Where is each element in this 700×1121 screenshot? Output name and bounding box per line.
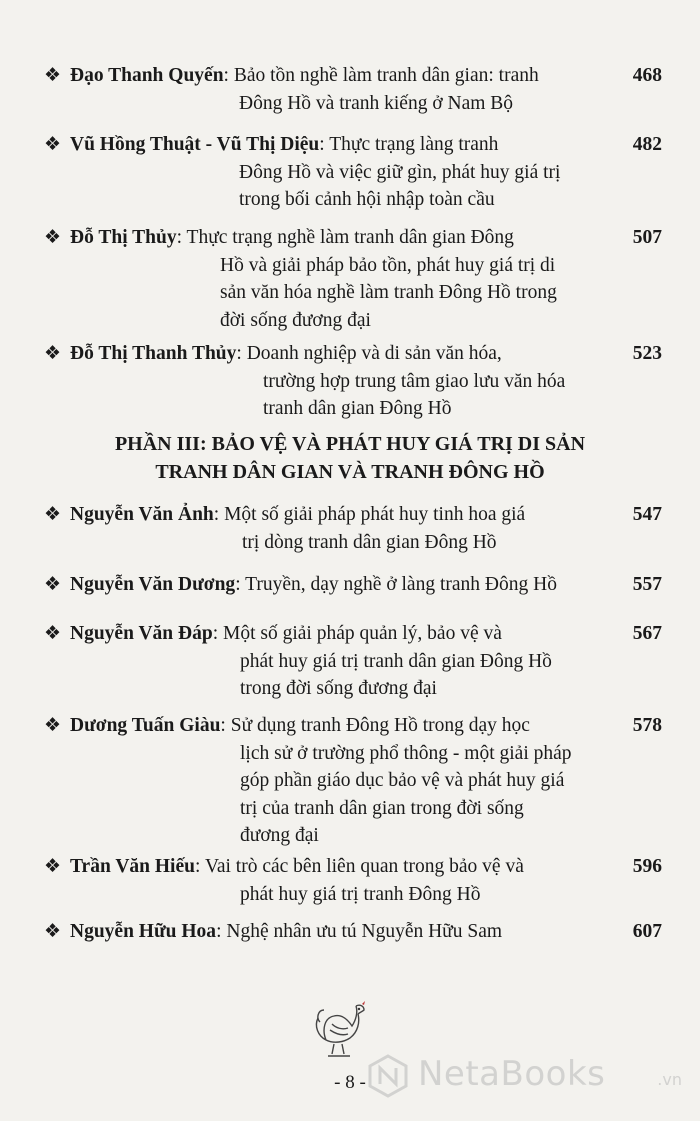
entry-page-number: 557 — [632, 574, 662, 595]
diamond-bullet-icon: ❖ — [44, 714, 62, 736]
entry-title-line: Đông Hồ và việc giữ gìn, phát huy giá trị — [239, 161, 561, 183]
entry-title-line: đương đại — [240, 825, 319, 846]
entry-page-number: 567 — [632, 623, 662, 644]
diamond-bullet-icon: ❖ — [44, 64, 62, 86]
entry-title-line: tranh dân gian Đông Hồ — [263, 398, 452, 419]
entry-page-number: 482 — [632, 134, 662, 155]
entry-title-line: trong bối cảnh hội nhập toàn cầu — [239, 189, 495, 210]
entry-author: Đỗ Thị Thủy — [70, 227, 177, 248]
entry-title-line: Sử dụng tranh Đông Hồ trong dạy học — [230, 715, 530, 736]
toc-entry — [44, 620, 662, 703]
entry-author: Dương Tuấn Giàu — [70, 715, 221, 736]
page-number: - 8 - — [334, 1072, 366, 1093]
entry-title-line: lịch sử ở trường phổ thông - một giải pháp — [240, 742, 572, 764]
diamond-bullet-icon: ❖ — [44, 573, 62, 595]
entry-title-line: trị dòng tranh dân gian Đông Hồ — [242, 531, 497, 553]
entry-text: Đạo Thanh Quyến: Bảo tồn nghề làm tranh dân gian: tranh Đông Hồ và tranh kiếng ở Nam Bộ — [70, 62, 590, 117]
entry-text: Đỗ Thị Thanh Thủy: Doanh nghiệp và di sản văn hóa, trường hợp trung tâm giao lưu văn hóa tranh dân gian Đông Hồ — [70, 340, 590, 423]
entry-text: Vũ Hồng Thuật - Vũ Thị Diệu: Thực trạng làng tranh Đông Hồ và việc giữ gìn, phát huy giá trị trong bối cảnh hội nhập toàn cầu — [70, 131, 590, 214]
toc-entry — [44, 571, 662, 599]
entry-title-line: sản văn hóa nghề làm tranh Đông Hồ trong — [220, 282, 557, 303]
section-heading — [40, 430, 660, 486]
entry-author: Nguyễn Văn Ảnh — [70, 504, 214, 525]
entry-title-line: Bảo tồn nghề làm tranh dân gian: tranh — [233, 65, 539, 86]
section-heading-line: PHẦN III: BẢO VỆ VÀ PHÁT HUY GIÁ TRỊ DI SẢN — [114, 433, 586, 455]
entry-page-number: 507 — [632, 227, 662, 248]
entry-title-line: Nghệ nhân ưu tú Nguyễn Hữu Sam — [226, 921, 503, 942]
entry-title-line: góp phần giáo dục bảo vệ và phát huy giá — [240, 770, 565, 791]
toc-entry — [44, 853, 662, 908]
entry-title-line: Thực trạng nghề làm tranh dân gian Đông — [186, 227, 514, 248]
entry-page-number: 523 — [632, 343, 662, 364]
entry-title-line: Đông Hồ và tranh kiếng ở Nam Bộ — [239, 92, 514, 114]
entry-text: Dương Tuấn Giàu: Sử dụng tranh Đông Hồ trong dạy học lịch sử ở trường phổ thông - một giải pháp góp phần giáo dục bảo vệ và phát huy giá trị của tranh dân gian trong đời sống đương đại — [70, 712, 590, 850]
toc-entry — [44, 340, 662, 423]
entry-text: Đỗ Thị Thủy: Thực trạng nghề làm tranh dân gian Đông Hồ và giải pháp bảo tồn, phát huy giá trị di sản văn hóa nghề làm tranh Đông Hồ trong đời sống đương đại — [70, 224, 590, 334]
toc-entry — [44, 131, 662, 214]
entry-author: Đỗ Thị Thanh Thủy — [70, 343, 237, 364]
entry-title-line: trong đời sống đương đại — [240, 678, 437, 699]
diamond-bullet-icon: ❖ — [44, 920, 62, 942]
rooster-illustration-icon — [312, 1000, 374, 1060]
entry-title-line: trường hợp trung tâm giao lưu văn hóa — [263, 370, 566, 392]
diamond-bullet-icon: ❖ — [44, 503, 62, 525]
entry-title-line: Truyền, dạy nghề ở làng tranh Đông Hồ — [245, 574, 557, 595]
diamond-bullet-icon: ❖ — [44, 226, 62, 248]
watermark — [366, 1052, 686, 1102]
entry-page-number: 596 — [632, 856, 662, 877]
entry-title-line: đời sống đương đại — [220, 309, 371, 331]
entry-author: Nguyễn Hữu Hoa — [70, 921, 217, 942]
toc-entry — [44, 501, 662, 556]
toc-entry — [44, 62, 662, 117]
toc-entry — [44, 224, 662, 334]
entry-title-line: Một số giải pháp phát huy tinh hoa giá — [224, 504, 526, 525]
diamond-bullet-icon: ❖ — [44, 855, 62, 877]
watermark-text: NetaBooks — [418, 1054, 606, 1094]
watermark-suffix: .vn — [657, 1070, 682, 1089]
entry-title-line: Doanh nghiệp và di sản văn hóa, — [246, 343, 502, 364]
entry-title-line: Hồ và giải pháp bảo tồn, phát huy giá trị di — [220, 254, 556, 276]
toc-entry — [44, 712, 662, 850]
entry-page-number: 547 — [632, 504, 662, 525]
entry-author: Đạo Thanh Quyến — [70, 65, 224, 86]
entry-text: Nguyễn Văn Đáp: Một số giải pháp quản lý, bảo vệ và phát huy giá trị tranh dân gian Đông Hồ trong đời sống đương đại — [70, 620, 590, 703]
entry-text: Nguyễn Văn Dương: Truyền, dạy nghề ở làng tranh Đông Hồ — [70, 574, 557, 595]
entry-title-line: Vai trò các bên liên quan trong bảo vệ và — [204, 856, 524, 877]
toc-entry — [44, 918, 662, 946]
diamond-bullet-icon: ❖ — [44, 133, 62, 155]
diamond-bullet-icon: ❖ — [44, 622, 62, 644]
entry-text: Nguyễn Văn Ảnh: Một số giải pháp phát huy tinh hoa giá trị dòng tranh dân gian Đông Hồ — [70, 501, 590, 556]
entry-author: Nguyễn Văn Đáp — [70, 623, 213, 644]
entry-author: Trần Văn Hiếu — [70, 856, 195, 877]
entry-author: Vũ Hồng Thuật - Vũ Thị Diệu — [70, 134, 320, 155]
section-heading-line: TRANH DÂN GIAN VÀ TRANH ĐÔNG HỒ — [155, 461, 545, 483]
entry-text: Trần Văn Hiếu: Vai trò các bên liên quan trong bảo vệ và phát huy giá trị tranh Đông Hồ — [70, 853, 590, 908]
diamond-bullet-icon: ❖ — [44, 342, 62, 364]
entry-page-number: 468 — [632, 65, 662, 86]
entry-title-line: Thực trạng làng tranh — [329, 134, 499, 155]
entry-author: Nguyễn Văn Dương — [70, 574, 236, 595]
netabooks-logo-icon — [366, 1054, 410, 1098]
entry-title-line: phát huy giá trị tranh Đông Hồ — [240, 883, 481, 905]
entry-title-line: Một số giải pháp quản lý, bảo vệ và — [222, 623, 502, 644]
entry-text: Nguyễn Hữu Hoa: Nghệ nhân ưu tú Nguyễn Hữu Sam — [70, 921, 503, 942]
entry-page-number: 578 — [632, 715, 662, 736]
entry-page-number: 607 — [632, 921, 662, 942]
entry-title-line: phát huy giá trị tranh dân gian Đông Hồ — [240, 650, 552, 672]
entry-title-line: trị của tranh dân gian trong đời sống — [240, 797, 524, 819]
